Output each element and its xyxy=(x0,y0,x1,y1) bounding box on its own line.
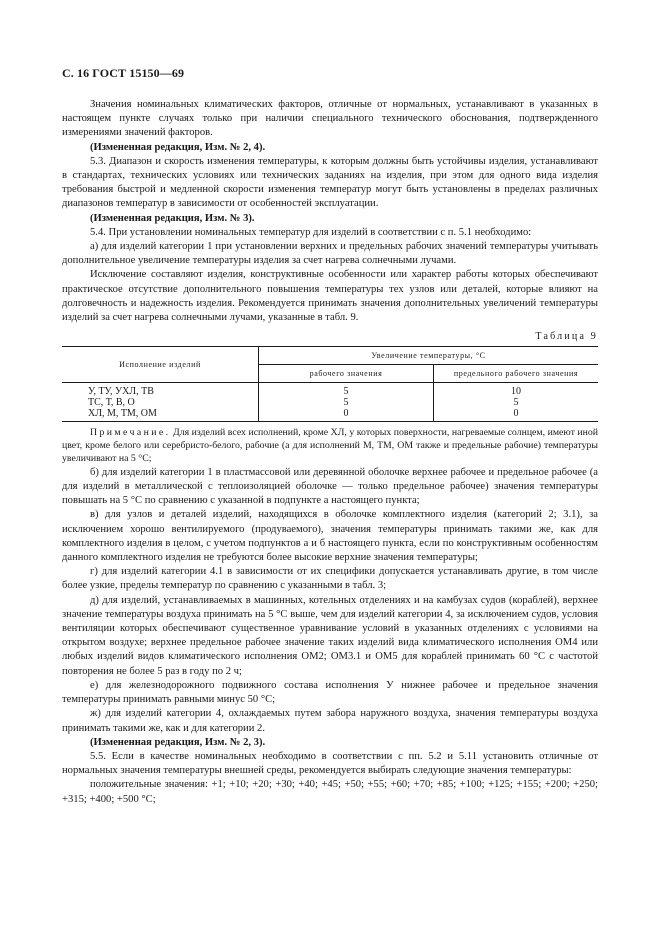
cell-working: 5 xyxy=(259,397,434,408)
paragraph: 5.4. При установлении номинальных температур для изделий в соответствии с п. 5.1 необходимо: xyxy=(90,226,532,238)
paragraph: (Измененная редакция, Изм. № 3). xyxy=(90,212,255,224)
paragraphs-bottom xyxy=(62,466,598,807)
table-9 xyxy=(62,346,598,422)
page-header: С. 16 ГОСТ 15150—69 xyxy=(62,66,185,80)
col-header-execution: Исполнение изделий xyxy=(62,347,259,383)
col-header-limit: предельного рабочего значения xyxy=(434,365,599,383)
paragraph: ж) для изделий категории 4, охлаждаемых путем забора наружного воздуха, значения температуры воздуха принимать такими же, как и для категории 2. xyxy=(62,708,598,734)
paragraph: положительные значения: +1; +10; +20; +30; +40; +45; +50; +55; +60; +70; +85; +100; +125; +155; +200; +250; +315; +400; +500 °С; xyxy=(62,779,598,805)
paragraph: 5.3. Диапазон и скорость изменения температуры, к которым должны быть устойчивы изделия, устанавливают в стандартах, технических условиях или технических заданиях на изделия, при этом для одного вида изделия требования быстрой и медленной скорости изменения температур могут быть установлены в пределах различных диапазонов температур в зависимости от особенностей эксплуатации. xyxy=(62,155,598,210)
note-text: Для изделий всех исполнений, кроме ХЛ, у которых поверхности, нагреваемые солнцем, имеют иной цвет, кроме белого или серебристо-белого, рабочие (а для исполнений М, ТМ, ОМ также и предельные рабочие) температуры увеличивают на 5 °С; xyxy=(62,427,598,465)
paragraph: в) для узлов и деталей изделий, находящихся в оболочке комплектного изделия (категорий 2; 3.1), за исключением хорошо вентилируемого (продуваемого), значения температуры принимать такими же, как для комплектного изделия в целом, с учетом подпунктов а и б настоящего пункта, если по конструктивным особенностям данного комплектного изделия не требуются более высокие верхние значения температуры; xyxy=(62,509,598,564)
paragraph: г) для изделий категории 4.1 в зависимости от их специфики допускается устанавливать другие, в том числе более узкие, пределы температур по сравнению с указанными в табл. 3; xyxy=(62,566,598,592)
cell-execution: ТС, Т, В, О xyxy=(88,397,135,409)
document-body xyxy=(62,98,598,807)
paragraph: Значения номинальных климатических факторов, отличные от нормальных, устанавливают в указанных в настоящем пункте случаях только при наличии специального технического обоснования, подтвержденного измерениями значений факторов. xyxy=(62,99,598,139)
col-header-group: Увеличение температуры, °С xyxy=(259,347,599,365)
table-caption: Таблица 9 xyxy=(535,331,598,343)
paragraphs-top xyxy=(62,98,598,325)
paragraph: е) для железнодорожного подвижного состава исполнения У нижнее рабочее и предельное значения температуры принимать равными минус 50 °С; xyxy=(62,679,598,706)
table-note xyxy=(62,427,598,465)
cell-working: 0 xyxy=(259,408,434,422)
col-header-working: рабочего значения xyxy=(259,365,434,383)
paragraph: д) для изделий, устанавливаемых в машинных, котельных отделениях и на камбузах судов (кораблей), верхнее значение температуры воздуха принимать на 5 °С выше, чем для изделий категории 4, за исключением судов, условия вентиляции которых обеспечивают существенное уравнивание условий в указанных отделениях с условиями на открытом воздухе; верхнее предельное рабочее значение таких изделий вида климатического исполнения ОМ4 или любых изделий видов климатического исполнения ОМ2; ОМ3.1 и ОМ5 для кораблей принимать 60 °С с частотой повторения не более 5 раз в году по 2 ч; xyxy=(62,594,598,677)
paragraph: а) для изделий категории 1 при установлении верхних и предельных рабочих значений температуры учитывать дополнительное увеличение температуры изделия за счет нагрева солнечными лучами. xyxy=(62,241,598,267)
table-row xyxy=(62,408,598,422)
cell-limit: 5 xyxy=(434,397,599,408)
table-9-body xyxy=(62,383,598,422)
cell-execution: У, ТУ, УХЛ, ТВ xyxy=(88,386,154,398)
cell-limit: 10 xyxy=(434,383,599,398)
note-label: Примечание. xyxy=(90,427,171,439)
paragraph: Исключение составляют изделия, конструктивные особенности или характер работы которых обеспечивают практическое отсутствие дополнительного повышения температуры тех узлов или деталей, которые влияют на долговечность и надежность изделия. Рекомендуется принимать значения дополнительных увеличений температуры изделий за счет нагрева солнечными лучами, указанные в табл. 9. xyxy=(62,269,598,324)
cell-execution: ХЛ, М, ТМ, ОМ xyxy=(62,408,259,422)
paragraph: б) для изделий категории 1 в пластмассовой или деревянной оболочке верхнее рабочее и предельное рабочее (а для изделий в металлической с теплоизоляцией оболочке — только предельное рабочее) значения температуры повышать на 5 °С по сравнению с указанной в подпункте а настоящего пункта; xyxy=(62,466,598,507)
paragraph: 5.5. Если в качестве номинальных необходимо в соответствии с пп. 5.2 и 5.11 установить отличные от нормальных значения температуры внешней среды, рекомендуется выбирать следующие значения температуры: xyxy=(62,750,598,777)
cell-limit: 0 xyxy=(434,408,599,422)
paragraph: (Измененная редакция, Изм. № 2, 4). xyxy=(90,141,266,153)
table-row xyxy=(62,383,598,398)
table-row xyxy=(62,397,598,408)
paragraph: (Измененная редакция, Изм. № 2, 3). xyxy=(90,736,266,748)
cell-working: 5 xyxy=(259,383,434,398)
